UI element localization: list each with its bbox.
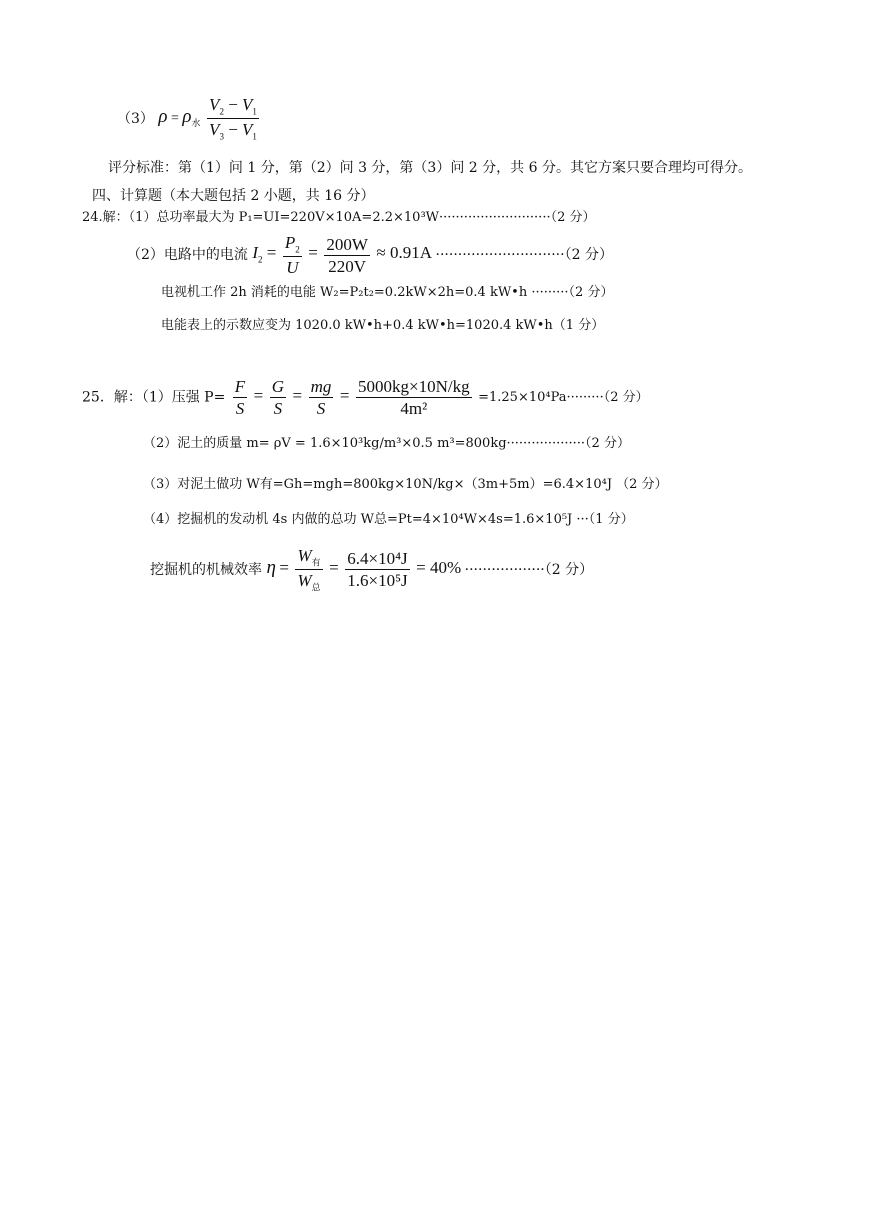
q25-efficiency-result: = 40% (416, 558, 462, 578)
q25-pressure-frac-num: 5000kg×10N/kg (358, 377, 470, 396)
section-heading: 四、计算题（本大题包括 2 小题，共 16 分） (92, 188, 375, 204)
q25-line3: （3）对泥土做功 W有=Gh=mgh=800kg×10N/kg×（3m+5m）=6.4×10⁴J （2 分） (143, 477, 668, 492)
q3-formula (117, 96, 262, 142)
q24-line2-prefix: （2）电路中的电流 (127, 247, 248, 264)
q24-frac-num: 200W (326, 234, 368, 254)
q25-line1-prefix: 25．解：（1）压强 P= (82, 389, 226, 406)
q24-line4: 电能表上的示数应变为 1020.0 kW•h+0.4 kW•h=1020.4 kW•h（1 分） (161, 318, 605, 333)
q25-line5-prefix: 挖掘机的机械效率 (150, 561, 262, 578)
q25-line1-suffix: =1.25×10⁴Pa·········（2 分） (478, 390, 649, 405)
q25-line2: （2）泥土的质量 m= ρV = 1.6×10³kg/m³×0.5 m³=800kg···················（2 分） (143, 436, 630, 451)
q24-line2: （2）电路中的电流 $I_2$ = $\frac{P_2}{U}$ = $\frac{200W}{220V}$ ≈ 0.91A ·····························（2 分） (127, 233, 613, 278)
q24-frac-den: 220V (328, 256, 367, 276)
scoring-note: 评分标准：第（1）问 1 分，第（2）问 3 分，第（3）问 2 分，共 6 分。其它方案只要合理均可得分。 (108, 160, 752, 176)
q24-line2-suffix: ·····························（2 分） (435, 247, 613, 264)
q24-line1: 24.解：（1）总功率最大为 P₁=UI=220V×10A=2.2×10³W···························（2 分） (82, 210, 596, 225)
q25-line5: 挖掘机的机械效率 η = $\frac{W_有}{W_总}$ = $\frac{\text{6.4×10⁴J}}{\text{1.6×10⁵J}}$ = 40% ··················（2 分） (150, 546, 594, 593)
q3-label: （3） (117, 110, 154, 127)
q25-line5-suffix: ··················（2 分） (464, 561, 594, 578)
q25-line1: 25．解：（1）压强 P= $\frac{F}{S}$ = $\frac{G}{S}$ = $\frac{mg}{S}$ = $\frac{5000kg\times 10N/kg}{\text{4m²}}$ =1.25×10⁴Pa·········（2 分） (82, 377, 649, 418)
rho-equation: $\rho = \rho_水$ $\frac{V_2 - V_1}{V_3 - V_1}$ (158, 95, 257, 142)
q25-line4: （4）挖掘机的发动机 4s 内做的总功 W总=Pt=4×10⁴W×4s=1.6×10⁵J ···（1 分） (143, 512, 634, 527)
q25-pressure-frac-den: 4m² (400, 399, 428, 418)
q25-eff-frac-num: 6.4×10⁴J (347, 549, 408, 569)
q24-current-result: ≈ 0.91A (376, 243, 433, 263)
q24-line3: 电视机工作 2h 消耗的电能 W₂=P₂t₂=0.2kW×2h=0.4 kW•h ·········（2 分） (161, 285, 614, 300)
q25-eff-frac-den: 1.6×10⁵J (347, 571, 408, 591)
